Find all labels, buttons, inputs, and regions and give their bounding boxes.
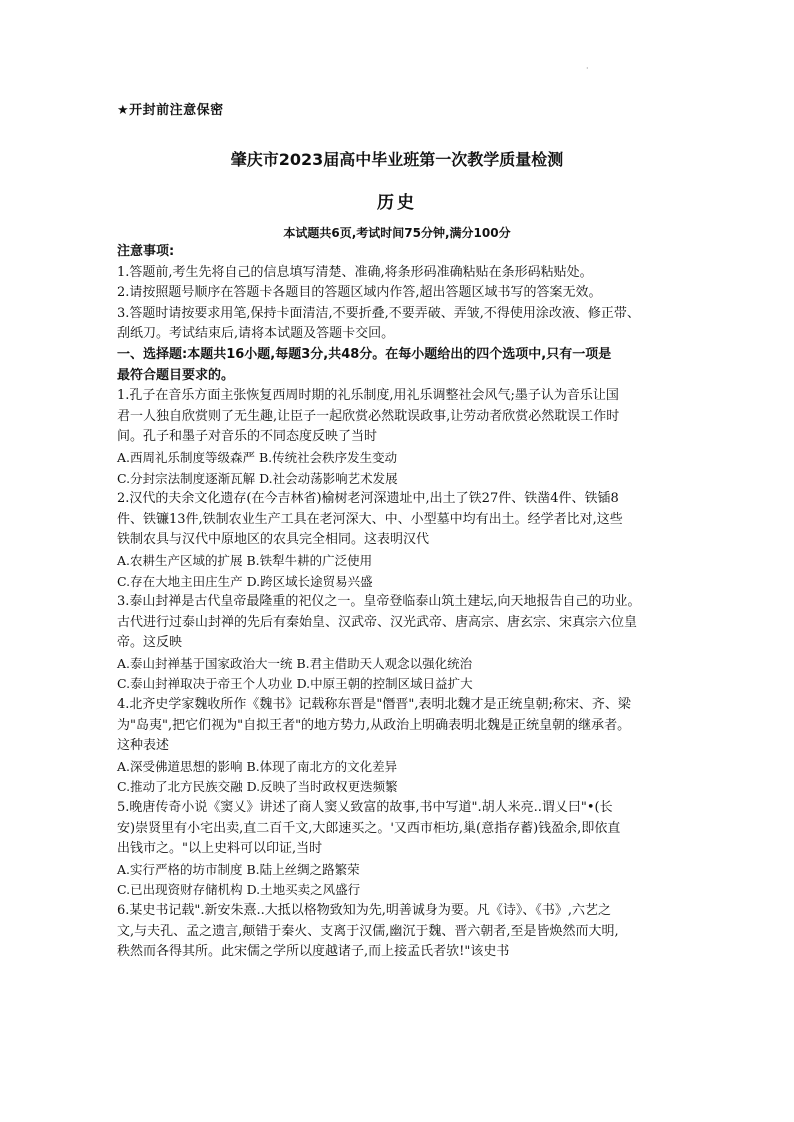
question-stem: 安)崇贤里有小宅出卖,直二百千文,大郎速买之。'又西市柜坊,巢(意指存蓄)钱盈余,即依直 (117, 820, 621, 836)
question-6 (117, 901, 689, 963)
question-stem: 2.汉代的夫余文化遗存(在今吉林省)榆树老河深遗址中,出土了铁27件、铁凿4件、铁锸8 (117, 491, 619, 507)
answer-options: A.农耕生产区域的扩展 B.铁犁牛耕的广泛使用 (117, 552, 373, 568)
question-5 (117, 798, 689, 901)
answer-options: A.实行严格的坊市制度 B.陆上丝绸之路繁荣 (117, 861, 360, 877)
exam-content (117, 242, 689, 963)
corner-mark: · (586, 64, 589, 73)
note-line: 1.答题前,考生先将自己的信息填写清楚、准确,将条形码准确粘贴在条形码粘贴处。 (117, 264, 593, 280)
answer-options: C.泰山封禅取决于帝王个人功业 D.中原王朝的控制区域日益扩大 (117, 676, 473, 692)
question-stem: 3.泰山封禅是古代皇帝最隆重的祀仪之一。皇帝登临泰山筑土建坛,向天地报告自己的功业。 (117, 594, 641, 610)
question-stem: 6.某史书记载".新安朱熹..大抵以格物致知为先,明善诚身为要。凡《诗》、《书》,六艺之 (117, 903, 612, 918)
question-stem: 文,与夫孔、孟之遗言,颠错于秦火、支离于汉儒,幽沉于魏、晋六朝者,至是皆焕然而大明, (117, 923, 619, 939)
answer-options: C.推动了北方民族交融 D.反映了当时政权更迭频繁 (117, 779, 398, 795)
question-stem: 件、铁镰13件,铁制农业生产工具在老河深大、中、小型墓中均有出土。经学者比对,这些 (117, 511, 623, 527)
question-stem: 为"岛夷",把它们视为"自拟王者"的地方势力,从政治上明确表明北魏是正统皇朝的继承者。 (117, 717, 631, 733)
question-1 (117, 386, 689, 489)
subject-title: 历史 (377, 193, 417, 213)
question-stem: 5.晚唐传奇小说《窦乂》讲述了商人窦乂致富的故事,书中写道".胡人米亮..谓乂曰"•(长 (117, 800, 613, 816)
notes-heading: 注意事项: (117, 244, 175, 259)
note-line: 2.请按照题号顺序在答题卡各题目的答题区域内作答,超出答题区域书写的答案无效。 (117, 285, 602, 301)
question-stem: 铁制农具与汉代中原地区的农具完全相同。这表明汉代 (117, 532, 430, 548)
answer-options: A.泰山封禅基于国家政治大一统 B.君主借助天人观念以强化统治 (117, 655, 473, 671)
question-stem: 君一人独自欣赏则了无生趣,让臣子一起欣赏必然耽误政事,让劳动者欣赏必然耽误工作时 (117, 408, 620, 424)
question-stem: 间。孔子和墨子对音乐的不同态度反映了当时 (117, 429, 378, 445)
question-stem: 这种表述 (117, 738, 170, 754)
confidential-notice: ★开封前注意保密 (117, 103, 224, 118)
note-line: 刮纸刀。考试结束后,请将本试题及答题卡交回。 (117, 326, 395, 342)
answer-options: C.已出现资财存储机构 D.土地买卖之风盛行 (117, 882, 361, 898)
question-stem: 出钱市之。"以上史料可以印证,当时 (117, 841, 323, 857)
question-stem: 秩然而各得其所。此宋儒之学所以度越诸子,而上接孟氏者欤!"该史书 (117, 944, 510, 960)
answer-options: A.西周礼乐制度等级森严 B.传统社会秩序发生变动 (117, 449, 398, 465)
question-stem: 4.北齐史学家魏收所作《魏书》记载称东晋是"僭晋",表明北魏才是正统皇朝;称宋、齐、梁 (117, 697, 631, 713)
question-stem: 古代进行过泰山封禅的先后有秦始皇、汉武帝、汉光武帝、唐高宗、唐玄宗、宋真宗六位皇 (117, 614, 638, 630)
question-stem: 1.孔子在音乐方面主张恢复西周时期的礼乐制度,用礼乐调整社会风气;墨子认为音乐让国 (117, 388, 619, 404)
note-line: 3.答题时请按要求用笔,保持卡面清洁,不要折叠,不要弄破、弄皱,不得使用涂改液、修正带、 (117, 305, 640, 321)
exam-title: 肇庆市2023届高中毕业班第一次教学质量检测 (230, 150, 564, 169)
answer-options: C.存在大地主田庄生产 D.跨区域长途贸易兴盛 (117, 573, 373, 589)
question-stem: 帝。这反映 (117, 635, 183, 651)
question-2 (117, 489, 689, 592)
question-4 (117, 695, 689, 798)
answer-options: A.深受佛道思想的影响 B.体现了南北方的文化差异 (117, 758, 398, 774)
section-heading: 一、选择题:本题共16小题,每题3分,共48分。在每小题给出的四个选项中,只有一项是 (117, 346, 612, 362)
question-3 (117, 592, 689, 695)
exam-info: 本试题共6页,考试时间75分钟,满分100分 (283, 226, 511, 240)
section-heading: 最符合题目要求的。 (117, 367, 235, 383)
answer-options: C.分封宗法制度逐渐瓦解 D.社会动荡影响艺术发展 (117, 470, 398, 486)
